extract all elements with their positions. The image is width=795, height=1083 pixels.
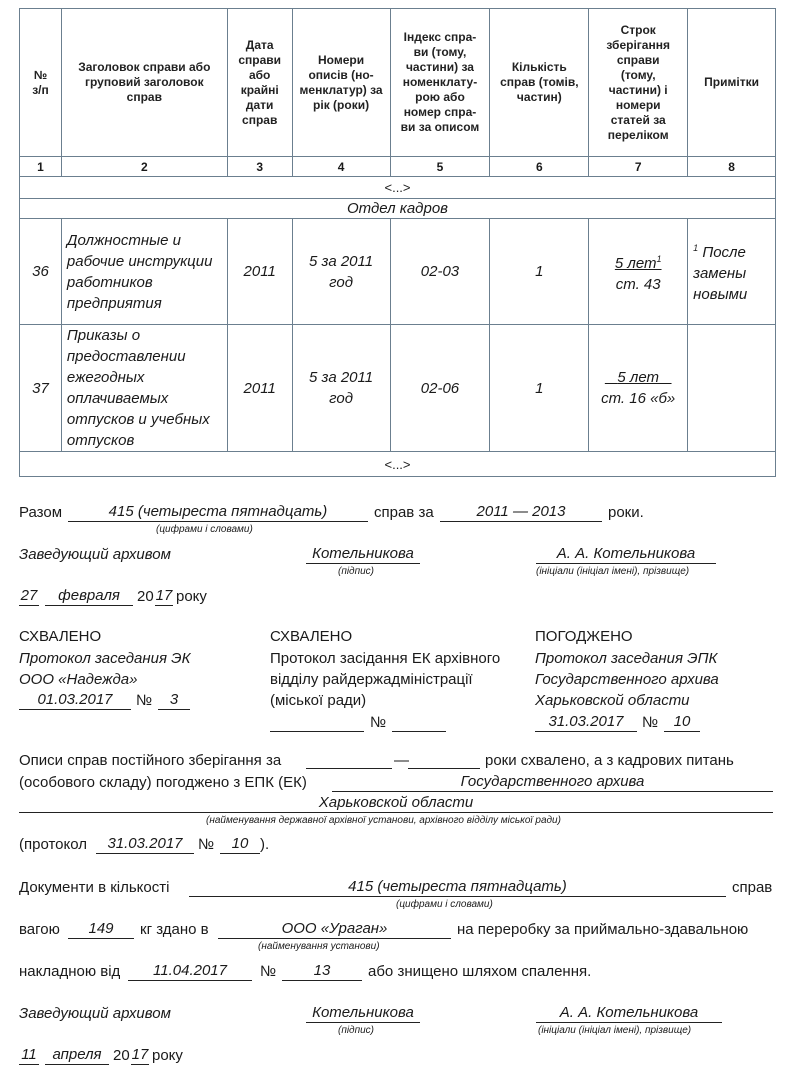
sign-date-month: февраля xyxy=(45,587,133,606)
sign-date-year-word: року xyxy=(176,588,207,605)
approval-no-label: № xyxy=(370,714,387,731)
column-number: 3 xyxy=(227,157,292,177)
table-header-row xyxy=(20,9,776,157)
approving-org-caption: (найменування державної архівної установи, архівного відділу міської ради) xyxy=(206,815,561,826)
signature-caption: (підпис) xyxy=(338,566,374,577)
approval-heading: ПОГОДЖЕНО xyxy=(535,628,633,645)
case-index: 02-06 xyxy=(390,325,490,452)
row-note xyxy=(688,325,776,452)
column-number: 8 xyxy=(688,157,776,177)
column-number: 6 xyxy=(490,157,589,177)
ellipsis-row xyxy=(20,177,776,199)
approval-line: Протокол заседания ЭПК xyxy=(535,650,718,667)
footnote-mark: 1 xyxy=(693,243,699,253)
inventory-approval-text: (особового складу) погоджено з ЕПК (ЕК) xyxy=(19,774,307,791)
section-title: Отдел кадров xyxy=(20,199,776,219)
invoice-end: або знищено шляхом спалення. xyxy=(368,963,592,980)
approval-no xyxy=(392,713,446,732)
approval-date: 31.03.2017 xyxy=(535,713,637,732)
retention-term xyxy=(589,325,688,452)
inventory-number xyxy=(292,219,390,325)
table-row xyxy=(20,219,776,325)
case-index: 02-03 xyxy=(390,219,490,325)
approval-line: Протокол засідання ЕК архівного xyxy=(270,650,501,667)
invoice-date: 11.04.2017 xyxy=(128,962,252,981)
sign-date-year-word: року xyxy=(152,1047,183,1064)
row-number: 37 xyxy=(20,325,62,452)
protocol-close: ). xyxy=(260,836,270,853)
approval-line: відділу райдержадміністрації xyxy=(270,671,473,688)
row-note xyxy=(688,219,776,325)
inventory-number-text: 5 за 2011 год xyxy=(309,252,374,291)
total-mid-text: справ за xyxy=(374,504,434,521)
case-title: Должностные и рабочие инструкции работников предприятия xyxy=(61,219,227,325)
inventory-approval-text: Описи справ постійного зберігання за xyxy=(19,752,282,769)
retention-term xyxy=(589,219,688,325)
sign-date-year-suffix: 17 xyxy=(131,1046,149,1063)
total-years: 2011 — 2013 xyxy=(440,503,602,522)
protocol-no: 10 xyxy=(220,835,260,854)
approving-org-line2: Харьковской области xyxy=(19,794,773,813)
retention-term-text: 5 лет xyxy=(614,254,657,272)
header-cell: Індекс спра-ви (тому, частини) за номенклату-рою або номер спра-ви за описом xyxy=(390,9,490,157)
inventory-number-text: 5 за 2011 год xyxy=(309,369,374,407)
total-label: Разом xyxy=(19,504,63,521)
header-cell: Дата справи або крайні дати справ xyxy=(227,9,292,157)
protocol-date: 31.03.2017 xyxy=(96,835,194,854)
case-date: 2011 xyxy=(227,219,292,325)
invoice-label: накладною від xyxy=(19,963,121,980)
sign-date-day: 27 xyxy=(20,587,38,604)
approval-line: Государственного архива xyxy=(535,671,719,688)
signer-name-caption: (ініціали (ініціал імені), прізвище) xyxy=(536,566,690,577)
transfer-docs-end: справ xyxy=(732,879,773,896)
transfer-docs-label: Документи в кількості xyxy=(19,879,170,896)
retention-term-value xyxy=(605,369,672,386)
years-from-blank xyxy=(306,768,392,769)
retention-article: ст. 16 «б» xyxy=(601,390,676,407)
approval-date xyxy=(270,713,364,732)
sign-date-year-prefix: 20 xyxy=(137,588,154,605)
row-number: 36 xyxy=(20,219,62,325)
total-end-text: роки. xyxy=(608,504,644,521)
header-cell: Заголовок справи або груповий заголовок справ xyxy=(61,9,227,157)
sign-date-year-prefix: 20 xyxy=(113,1047,130,1064)
case-date: 2011 xyxy=(227,325,292,452)
column-number-row xyxy=(20,157,776,177)
approval-no: 3 xyxy=(158,691,190,710)
row-note-text: После замены новыми xyxy=(693,244,748,303)
column-number: 7 xyxy=(589,157,688,177)
signer-name-caption: (ініціали (ініціал імені), прізвище) xyxy=(538,1025,692,1036)
transfer-docs-value: 415 (четыреста пятнадцать) xyxy=(189,878,726,897)
approval-no-label: № xyxy=(136,692,153,709)
header-cell: № з/п xyxy=(20,9,62,157)
sign-date-day: 11 xyxy=(19,1046,39,1065)
ellipsis-cell: <...> xyxy=(20,177,776,199)
case-quantity: 1 xyxy=(490,325,589,452)
retention-article: ст. 43 xyxy=(615,275,661,293)
approval-heading: СХВАЛЕНО xyxy=(19,628,102,645)
retention-term-text: 5 лет xyxy=(617,369,659,386)
approving-org-line1: Государственного архива xyxy=(332,773,773,792)
inventory-approval-text: роки схвалено, а з кадрових питань xyxy=(485,752,734,769)
inventory-number xyxy=(292,325,390,452)
invoice-no-label: № xyxy=(260,963,277,980)
header-cell: Номери описів (но-менклатур) за рік (роки) xyxy=(292,9,390,157)
table-row xyxy=(20,325,776,452)
column-number: 1 xyxy=(20,157,62,177)
transfer-org-end: на переробку за приймально-здавальною xyxy=(457,921,749,938)
signature: Котельникова xyxy=(306,545,420,564)
header-cell: Кількість справ (томів, частин) xyxy=(490,9,589,157)
approval-line: Харьковской области xyxy=(535,692,690,709)
footnote-mark: 1 xyxy=(656,253,662,264)
header-cell: Примітки xyxy=(688,9,776,157)
invoice-no: 13 xyxy=(282,962,362,981)
protocol-open: (протокол xyxy=(19,836,88,853)
transfer-weight-mid: кг здано в xyxy=(140,921,209,938)
transfer-weight: 149 xyxy=(68,920,134,939)
signature: Котельникова xyxy=(306,1004,420,1023)
ellipsis-cell: <...> xyxy=(20,452,776,477)
signer-name: А. А. Котельникова xyxy=(536,1004,722,1023)
approval-line: Протокол заседания ЭК xyxy=(19,650,191,667)
column-number: 4 xyxy=(292,157,390,177)
approval-no-label: № xyxy=(642,714,659,731)
signature-caption: (підпис) xyxy=(338,1025,374,1036)
transfer-org: ООО «Ураган» xyxy=(218,920,451,939)
protocol-no-label: № xyxy=(198,836,215,853)
signer-name: А. А. Котельникова xyxy=(536,545,716,564)
transfer-org-caption: (найменування установи) xyxy=(258,941,380,952)
signer-position: Заведующий архивом xyxy=(19,546,171,563)
ellipsis-row xyxy=(20,452,776,477)
transfer-docs-caption: (цифрами і словами) xyxy=(396,899,493,910)
total-value: 415 (четыреста пятнадцать) xyxy=(68,503,368,522)
inventory-table xyxy=(19,8,776,477)
approval-date: 01.03.2017 xyxy=(19,691,131,710)
retention-term-value xyxy=(615,255,662,272)
sign-date-year-suffix: 17 xyxy=(155,587,173,604)
column-number: 2 xyxy=(61,157,227,177)
years-to-blank xyxy=(408,768,480,769)
approval-line: (міської ради) xyxy=(270,692,367,709)
sign-date-month: апреля xyxy=(45,1046,109,1065)
case-title: Приказы о предоставлении ежегодных оплачиваемых отпусков и учебных отпусков xyxy=(61,325,227,452)
header-cell: Строк зберігання справи (тому, частини) і номери статей за переліком xyxy=(589,9,688,157)
approval-line: ООО «Надежда» xyxy=(19,671,138,688)
years-dash: — xyxy=(394,752,409,769)
column-number: 5 xyxy=(390,157,490,177)
signer-position: Заведующий архивом xyxy=(19,1005,171,1022)
approval-heading: СХВАЛЕНО xyxy=(270,628,353,645)
section-row xyxy=(20,199,776,219)
total-caption: (цифрами і словами) xyxy=(156,524,253,535)
transfer-weight-label: вагою xyxy=(19,921,60,938)
approval-no: 10 xyxy=(664,713,700,732)
case-quantity: 1 xyxy=(490,219,589,325)
